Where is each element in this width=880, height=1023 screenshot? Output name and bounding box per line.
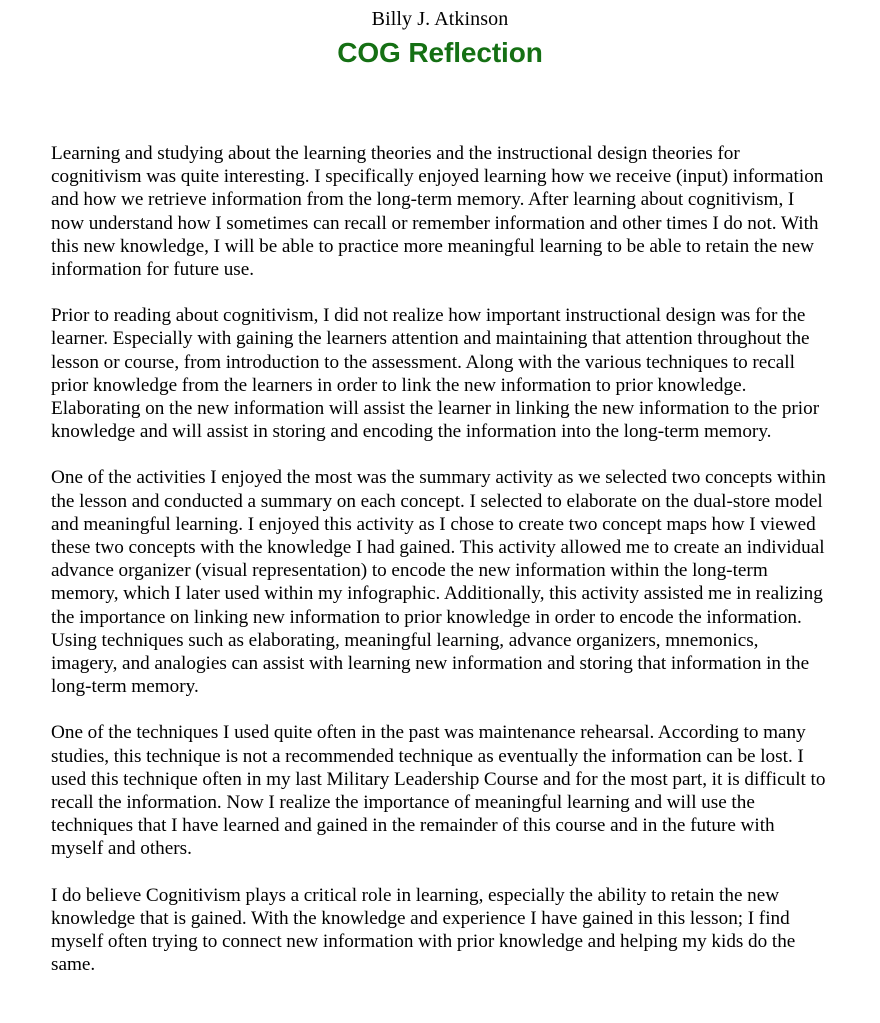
body-paragraph: One of the techniques I used quite often in the past was maintenance rehearsal. According to many studies, this technique is not a recommended technique as eventually the information can be lost. I used this technique often in my last Military Leadership Course and for the most part, it is difficult to recall the information. Now I realize the importance of meaningful learning and will use the techniques that I have learned and gained in the remainder of this course and in the future with myself and others. — [51, 722, 826, 860]
body-paragraph: Learning and studying about the learning theories and the instructional design theories for cognitivism was quite interesting. I specifically enjoyed learning how we receive (input) information and how we retrieve information from the long-term memory. After learning about cognitivism, I now understand how I sometimes can recall or remember information and other times I do not. With this new knowledge, I will be able to practice more meaningful learning to be able to retain the new information for future use. — [51, 143, 824, 281]
author-name: Billy J. Atkinson — [371, 8, 509, 30]
body-paragraph: Prior to reading about cognitivism, I did not realize how important instructional design was for the learner. Especially with gaining the learners attention and maintaining that attention throughout the lesson or course, from introduction to the assessment. Along with the various techniques to recall prior knowledge from the learners in order to link the new information to prior knowledge. Elaborating on the new information will assist the learner in linking the new information to the prior knowledge and will assist in storing and encoding the information into the long-term memory. — [51, 305, 820, 443]
body-paragraph: I do believe Cognitivism plays a critical role in learning, especially the ability to retain the new knowledge that is gained. With the knowledge and experience I have gained in this lesson; I find myself often trying to connect new information with prior knowledge and helping my kids do the same. — [51, 884, 796, 976]
document-body — [51, 142, 829, 977]
document-header — [0, 0, 880, 70]
body-paragraph: One of the activities I enjoyed the most was the summary activity as we selected two concepts within the lesson and conducted a summary on each concept. I selected to elaborate on the dual-store model and meaningful learning. I enjoyed this activity as I chose to create two concept maps how I viewed these two concepts with the knowledge I had gained. This activity allowed me to create an individual advance organizer (visual representation) to encode the new information within the long-term memory, which I later used within my infographic. Additionally, this activity assisted me in realizing the importance on linking new information to prior knowledge in order to encode the information. Using techniques such as elaborating, meaningful learning, advance organizers, mnemonics, imagery, and analogies can assist with learning new information and storing that information in the long-term memory. — [51, 467, 826, 698]
page-title: COG Reflection — [337, 37, 543, 68]
